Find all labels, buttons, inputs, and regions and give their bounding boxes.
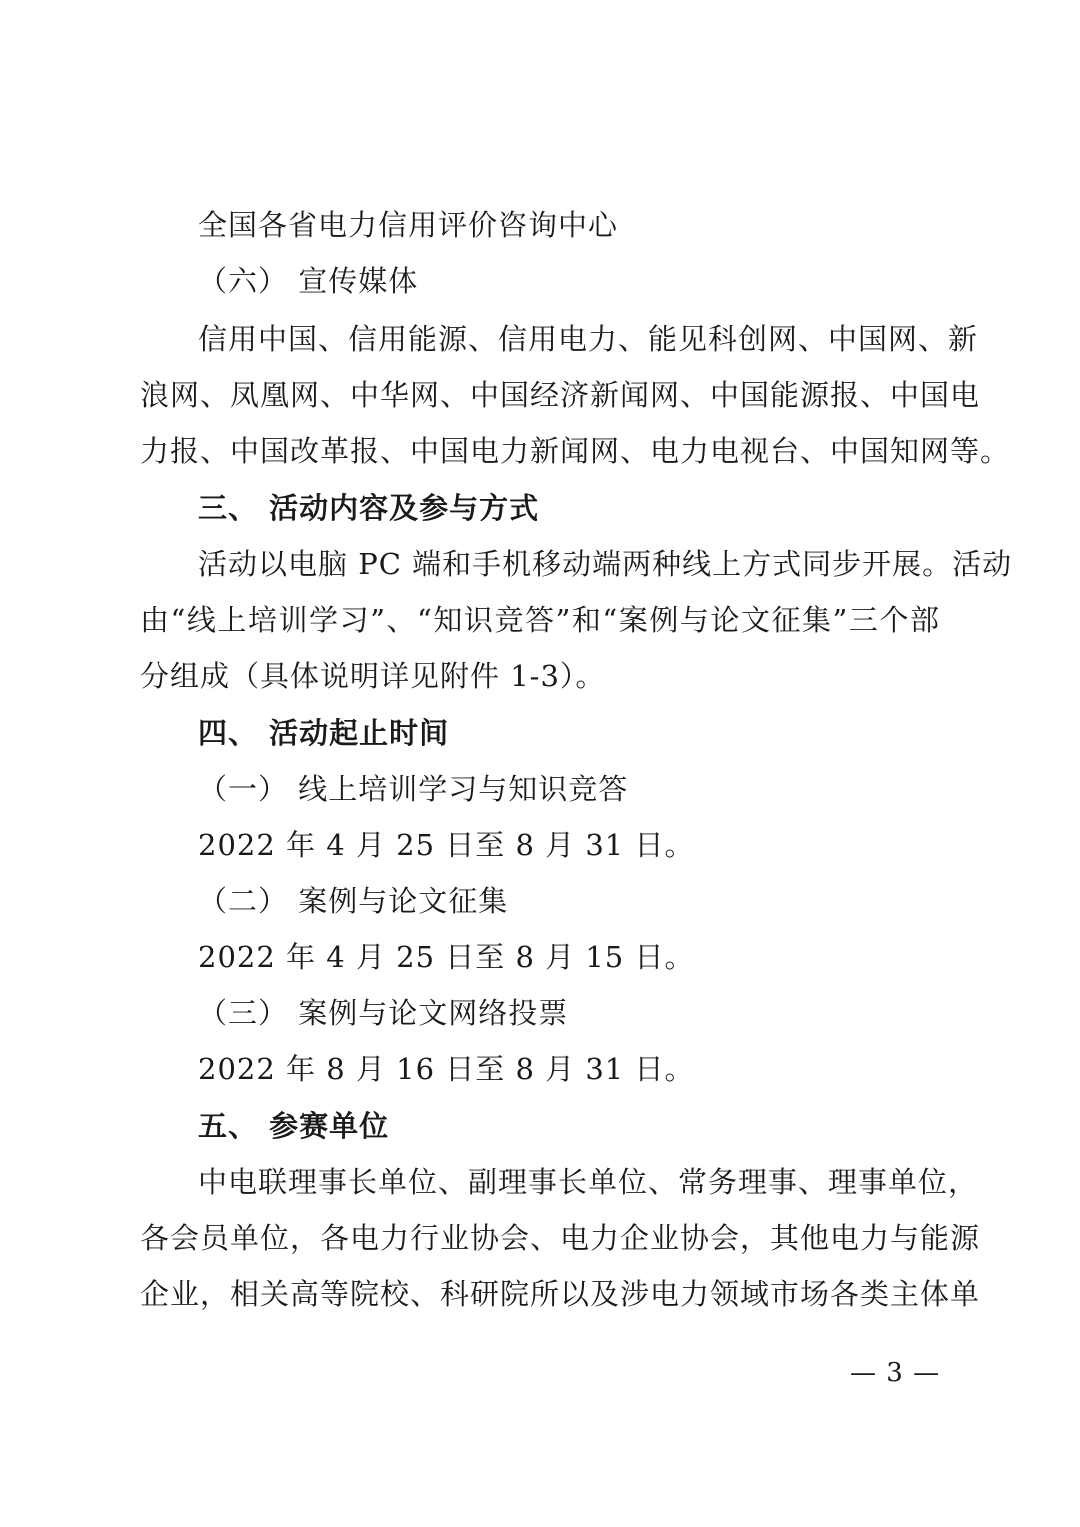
subsection-heading: （三） 案例与论文网络投票 [198,996,569,1030]
paragraph-line: 全国各省电力信用评价咨询中心 [198,208,619,242]
paragraph-line: 2022 年 4 月 25 日至 8 月 31 日。 [198,828,695,862]
paragraph-line: 企业，相关高等院校、科研院所以及涉电力领域市场各类主体单 [140,1277,981,1311]
paragraph-line: 中电联理事长单位、副理事长单位、常务理事、理事单位， [198,1165,979,1199]
paragraph-line: 2022 年 4 月 25 日至 8 月 15 日。 [198,940,695,974]
subsection-heading: （一） 线上培训学习与知识竞答 [198,772,629,806]
paragraph-line: 浪网、凤凰网、中华网、中国经济新闻网、中国能源报、中国电 [140,378,981,412]
paragraph-line: 力报、中国改革报、中国电力新闻网、电力电视台、中国知网等。 [140,434,1011,468]
page-number: — 3 — [850,1358,941,1388]
subsection-heading: （二） 案例与论文征集 [198,884,509,918]
paragraph-line: 活动以电脑 PC 端和手机移动端两种线上方式同步开展。活动 [198,547,1013,581]
paragraph-line: 信用中国、信用能源、信用电力、能见科创网、中国网、新 [198,322,979,356]
paragraph-line: 分组成（具体说明详见附件 1-3）。 [140,659,606,693]
subsection-heading: （六） 宣传媒体 [198,264,419,298]
section-heading: 四、 活动起止时间 [198,716,450,750]
paragraph-line: 2022 年 8 月 16 日至 8 月 31 日。 [198,1052,695,1086]
section-heading: 三、 活动内容及参与方式 [198,491,540,525]
section-heading: 五、 参赛单位 [198,1109,390,1143]
paragraph-line: 由“线上培训学习”、“知识竞答”和“案例与论文征集”三个部 [140,603,940,637]
paragraph-line: 各会员单位，各电力行业协会、电力企业协会，其他电力与能源 [140,1221,981,1255]
